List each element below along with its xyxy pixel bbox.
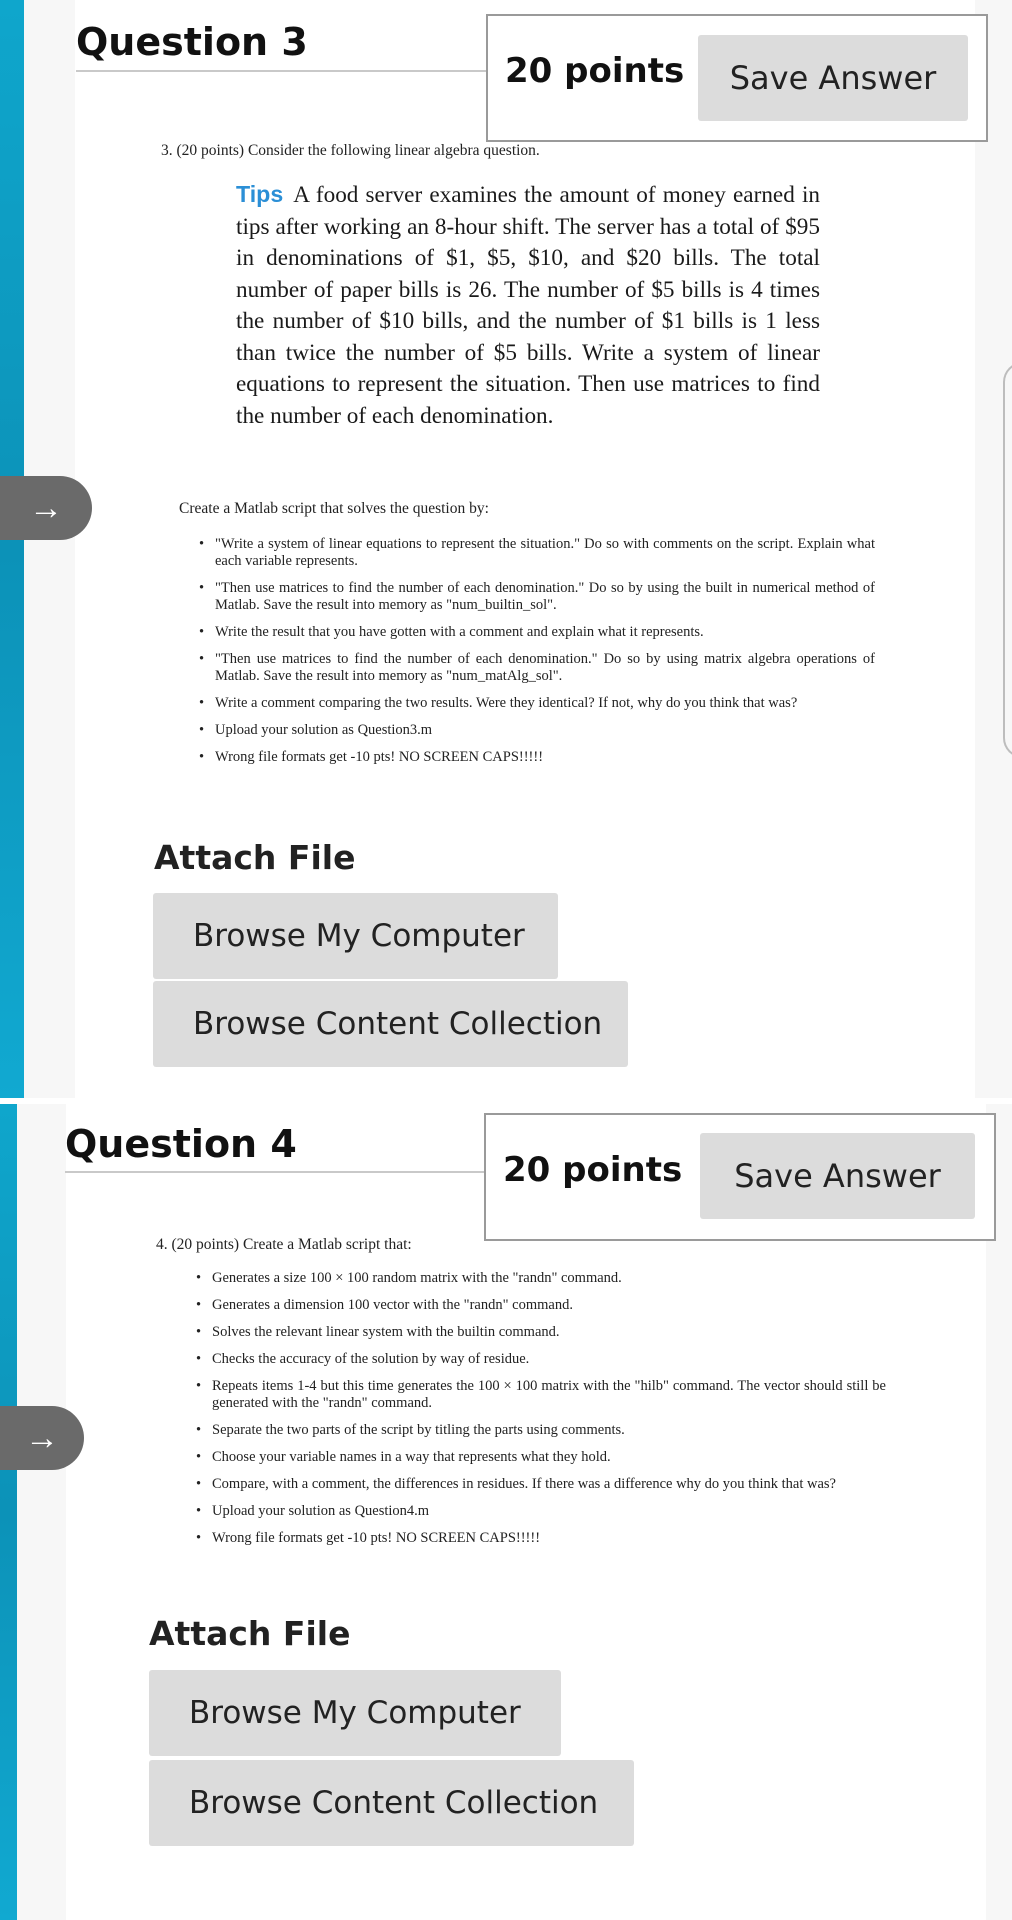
question-intro: 4. (20 points) Create a Matlab script that: [156,1236,412,1253]
bullet-icon: • [196,1297,202,1313]
bullet-icon: • [199,749,205,765]
list-item: • "Then use matrices to find the number of each denomination." Do so by using the built in numerical method of Matlab. Save the result into memory as "num_builtin_sol". [199,580,875,613]
title-divider [65,1171,485,1173]
list-item: • Upload your solution as Question4.m [196,1503,430,1519]
browse-my-computer-button[interactable]: Browse My Computer [149,1670,561,1756]
bullet-icon: • [196,1422,202,1438]
list-item: • Checks the accuracy of the solution by way of residue. [196,1351,530,1367]
bullet-icon: • [196,1324,202,1340]
question-title: Question 4 [65,1122,297,1166]
attach-file-label: Attach File [149,1614,351,1653]
points-value: 20 points [503,1150,683,1190]
attach-file-label: Attach File [154,838,356,877]
requirements-list [196,1270,886,1557]
side-arrow-tab[interactable] [0,1406,84,1470]
bullet-icon: • [196,1476,202,1492]
accent-bar [0,1104,17,1920]
side-arrow-tab[interactable] [0,476,92,540]
accent-bar [0,0,24,1098]
list-item: • Separate the two parts of the script by titling the parts using comments. [196,1422,625,1438]
list-item: • Solves the relevant linear system with the builtin command. [196,1324,560,1340]
list-item: • Compare, with a comment, the differences in residues. If there was a difference why do you think that was? [196,1476,836,1492]
list-item: • "Then use matrices to find the number of each denomination." Do so by using matrix algebra operations of Matlab. Save the result into memory as "num_matAlg_sol". [199,651,875,684]
list-item: • Repeats items 1-4 but this time generates the 100 × 100 matrix with the "hilb" command. The vector should still be generated with the "randn" command. [196,1378,886,1411]
bullet-icon: • [196,1378,202,1394]
title-divider [76,70,488,72]
question-title: Question 3 [76,20,308,64]
tips-label: Tips [236,181,284,207]
list-item: • Generates a dimension 100 vector with the "randn" command. [196,1297,573,1313]
list-item: • "Write a system of linear equations to represent the situation." Do so with comments on the script. Explain what each variable represents. [199,536,875,569]
bullet-icon: • [199,695,205,711]
save-answer-button[interactable]: Save Answer [698,35,968,121]
list-item: • Write the result that you have gotten with a comment and explain what it represents. [199,624,704,640]
bullet-icon: • [196,1351,202,1367]
list-item: • Wrong file formats get -10 pts! NO SCREEN CAPS!!!!! [199,749,544,765]
bullet-icon: • [199,624,205,640]
browse-content-collection-button[interactable]: Browse Content Collection [149,1760,634,1846]
right-arrow-icon: → [29,489,63,527]
browse-content-collection-button[interactable]: Browse Content Collection [153,981,628,1067]
points-value: 20 points [505,51,685,91]
bullet-icon: • [199,536,205,552]
list-item: • Upload your solution as Question3.m [199,722,433,738]
question-4-panel [0,1104,1012,1920]
question-intro: 3. (20 points) Consider the following linear algebra question. [161,142,540,159]
create-instructions: Create a Matlab script that solves the question by: [179,500,489,517]
list-item: • Choose your variable names in a way that represents what they hold. [196,1449,611,1465]
tips-body: A food server examines the amount of money earned in tips after working an 8-hour shift. The server has a total of $95 in denominations of $1, $5, $10, and $20 bills. The total number of paper bills is 26. The number of $5 bills is 4 times the number of $10 bills, and the number of $1 bills is 1 less than twice the number of $5 bills. Write a system of linear equations to represent the situation. Then use matrices to find the number of each denomination. [236,182,820,429]
bullet-icon: • [199,580,205,596]
scroll-edge-indicator [1003,362,1012,758]
bullet-icon: • [196,1530,202,1546]
list-item: • Write a comment comparing the two results. Were they identical? If not, why do you think that was? [199,695,798,711]
requirements-list [199,536,875,776]
bullet-icon: • [199,651,205,667]
bullet-icon: • [196,1449,202,1465]
bullet-icon: • [196,1270,202,1286]
browse-my-computer-button[interactable]: Browse My Computer [153,893,558,979]
tips-problem-text [236,179,820,432]
save-answer-button[interactable]: Save Answer [700,1133,975,1219]
list-item: • Wrong file formats get -10 pts! NO SCREEN CAPS!!!!! [196,1530,541,1546]
right-arrow-icon: → [25,1419,59,1457]
bullet-icon: • [199,722,205,738]
bullet-icon: • [196,1503,202,1519]
list-item: • Generates a size 100 × 100 random matrix with the "randn" command. [196,1270,622,1286]
